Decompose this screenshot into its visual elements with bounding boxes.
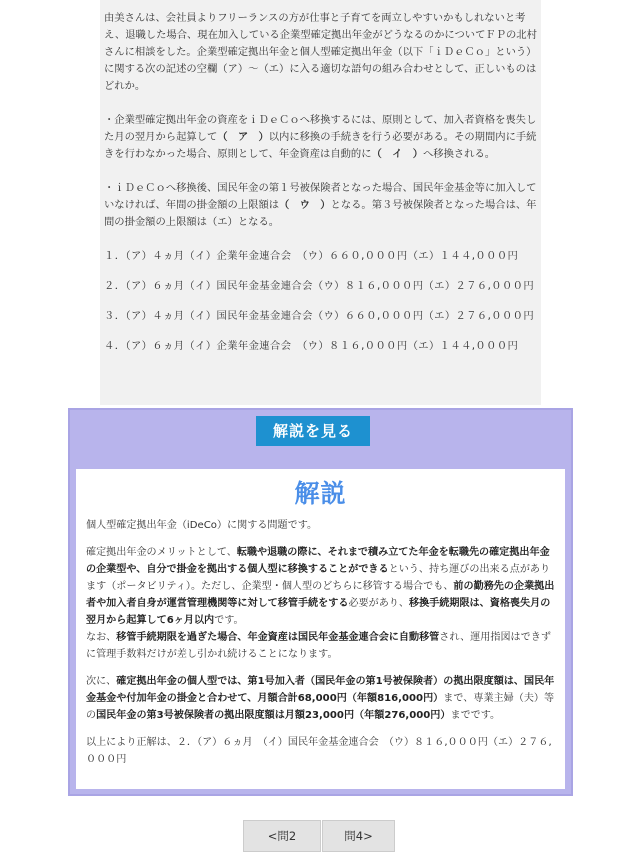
merit-bold-1: 転職や退職の際に、それまで積み立てた年金を転職先の確定拠出年金の企業型や、自分で掛金を拠出する個人型に移換することができる [86, 547, 550, 575]
deadline-text-1: なお、 [86, 632, 117, 643]
deadline-bold-1: 移管手続期限を過ぎた場合、年金資産は国民年金基金連合会に自動移管 [116, 632, 440, 643]
statement-1-part-1: ・企業型確定拠出年金の資産をｉＤｅＣｏへ移換するには、原則として、加入者資格を喪失した月の翌月から起算して [104, 114, 537, 143]
explanation-answer: 以上により正解は、２．（ア）６ヵ月 （イ）国民年金基金連合会 （ウ）８１６,０００円（エ）２７６,０００円 [86, 737, 552, 765]
question-intro: 由美さんは、会社員よりフリーランスの方が仕事と子育てを両立しやすいかもしれないと考え、退職した場合、現在加入している企業型確定拠出年金がどうなるのかについてＦＰの北村さんに相談をした。企業型確定拠出年金と個人型確定拠出年金（以下「ｉＤｅＣｏ」という）に関する次の記述の空欄（ア）～（エ）に入る適切な語句の組み合わせとして、正しいものはどれか。 [104, 12, 537, 92]
choice-2: ２．（ア）６ヵ月（イ）国民年金基金連合会（ウ）８１６,０００円（エ）２７６,０００円 [104, 280, 535, 292]
merit-text-2: という、持ち運びの出来る点があります（ポータビリティ）。ただし、企業型・個人型のどちらに移管する場合でも、 [86, 564, 551, 592]
show-explanation-button[interactable]: 解説を見る [256, 416, 370, 446]
explanation-limits [86, 673, 555, 724]
choice-3: ３．（ア）４ヵ月（イ）国民年金基金連合会（ウ）６６０,０００円（エ）２７６,０００円 [104, 310, 535, 322]
choice-1: １．（ア）４ヵ月（イ）企業年金連合会 （ウ）６６０,０００円（エ）１４４,０００円 [104, 250, 519, 262]
blank-a: （ ア ） [217, 131, 269, 143]
limits-bold-1: 確定拠出年金の個人型では、第1号加入者（国民年金の第1号被保険者）の拠出限度額は、国民年金基金や付加年金の掛金と合わせて、月額合計68,000円（年額816,000円） [86, 676, 555, 704]
next-question-button[interactable]: 問4> [322, 820, 395, 852]
explanation-box [76, 469, 565, 789]
deadline-text-2: され、運用指図はできずに管理手数料だけが差し引かれ続けることになります。 [86, 632, 551, 660]
merit-bold-3: 移換手続期限は、資格喪失月の翌月から起算して6ヶ月以内 [86, 598, 551, 626]
explanation-intro: 個人型確定拠出年金（iDeCo）に関する問題です。 [86, 520, 318, 531]
statement-1-part-2: 以内に移換の手続きを行う必要がある。その期間内に手続きを行わなかった場合、原則として、年金資産は自動的に [104, 131, 537, 160]
limits-bold-2: 国民年金の第3号被保険者の拠出限度額は月額23,000円（年額276,000円） [96, 710, 451, 721]
limits-text-3: までです。 [450, 710, 501, 721]
explanation-merit [86, 544, 555, 663]
choice-list [104, 248, 537, 355]
explanation-panel [68, 408, 573, 796]
blank-i: （ イ ） [371, 148, 423, 160]
question-box [100, 0, 541, 405]
limits-text-2: まで、専業主婦（夫）等の [86, 693, 555, 721]
explanation-title: 解説 [294, 479, 347, 508]
merit-bold-2: 前の勤務先の企業拠出者や加入者自身が運営管理機関等に対して移管手続をする [86, 581, 555, 609]
merit-text-3: 必要があり、 [348, 598, 409, 609]
statement-2-part-1: ・ｉＤｅＣｏへ移換後、国民年金の第１号被保険者となった場合、国民年金基金等に加入していなければ、年間の掛金額の上限額は [104, 182, 537, 211]
merit-text-1: 確定拠出年金のメリットとして、 [86, 547, 237, 558]
question-statement-1 [104, 112, 537, 163]
blank-u: （ ウ ） [279, 199, 331, 211]
prev-question-button[interactable]: <問2 [243, 820, 321, 852]
statement-2-part-2: となる。第３号被保険者となった場合は、年間の掛金額の上限額は（エ）となる。 [104, 199, 537, 228]
choice-4: ４．（ア）６ヵ月（イ）企業年金連合会 （ウ）８１６,０００円（エ）１４４,０００円 [104, 340, 519, 352]
statement-1-part-3: へ移換される。 [423, 148, 496, 160]
question-statement-2 [104, 180, 537, 231]
merit-text-4: です。 [214, 615, 244, 626]
limits-text-1: 次に、 [86, 676, 117, 687]
